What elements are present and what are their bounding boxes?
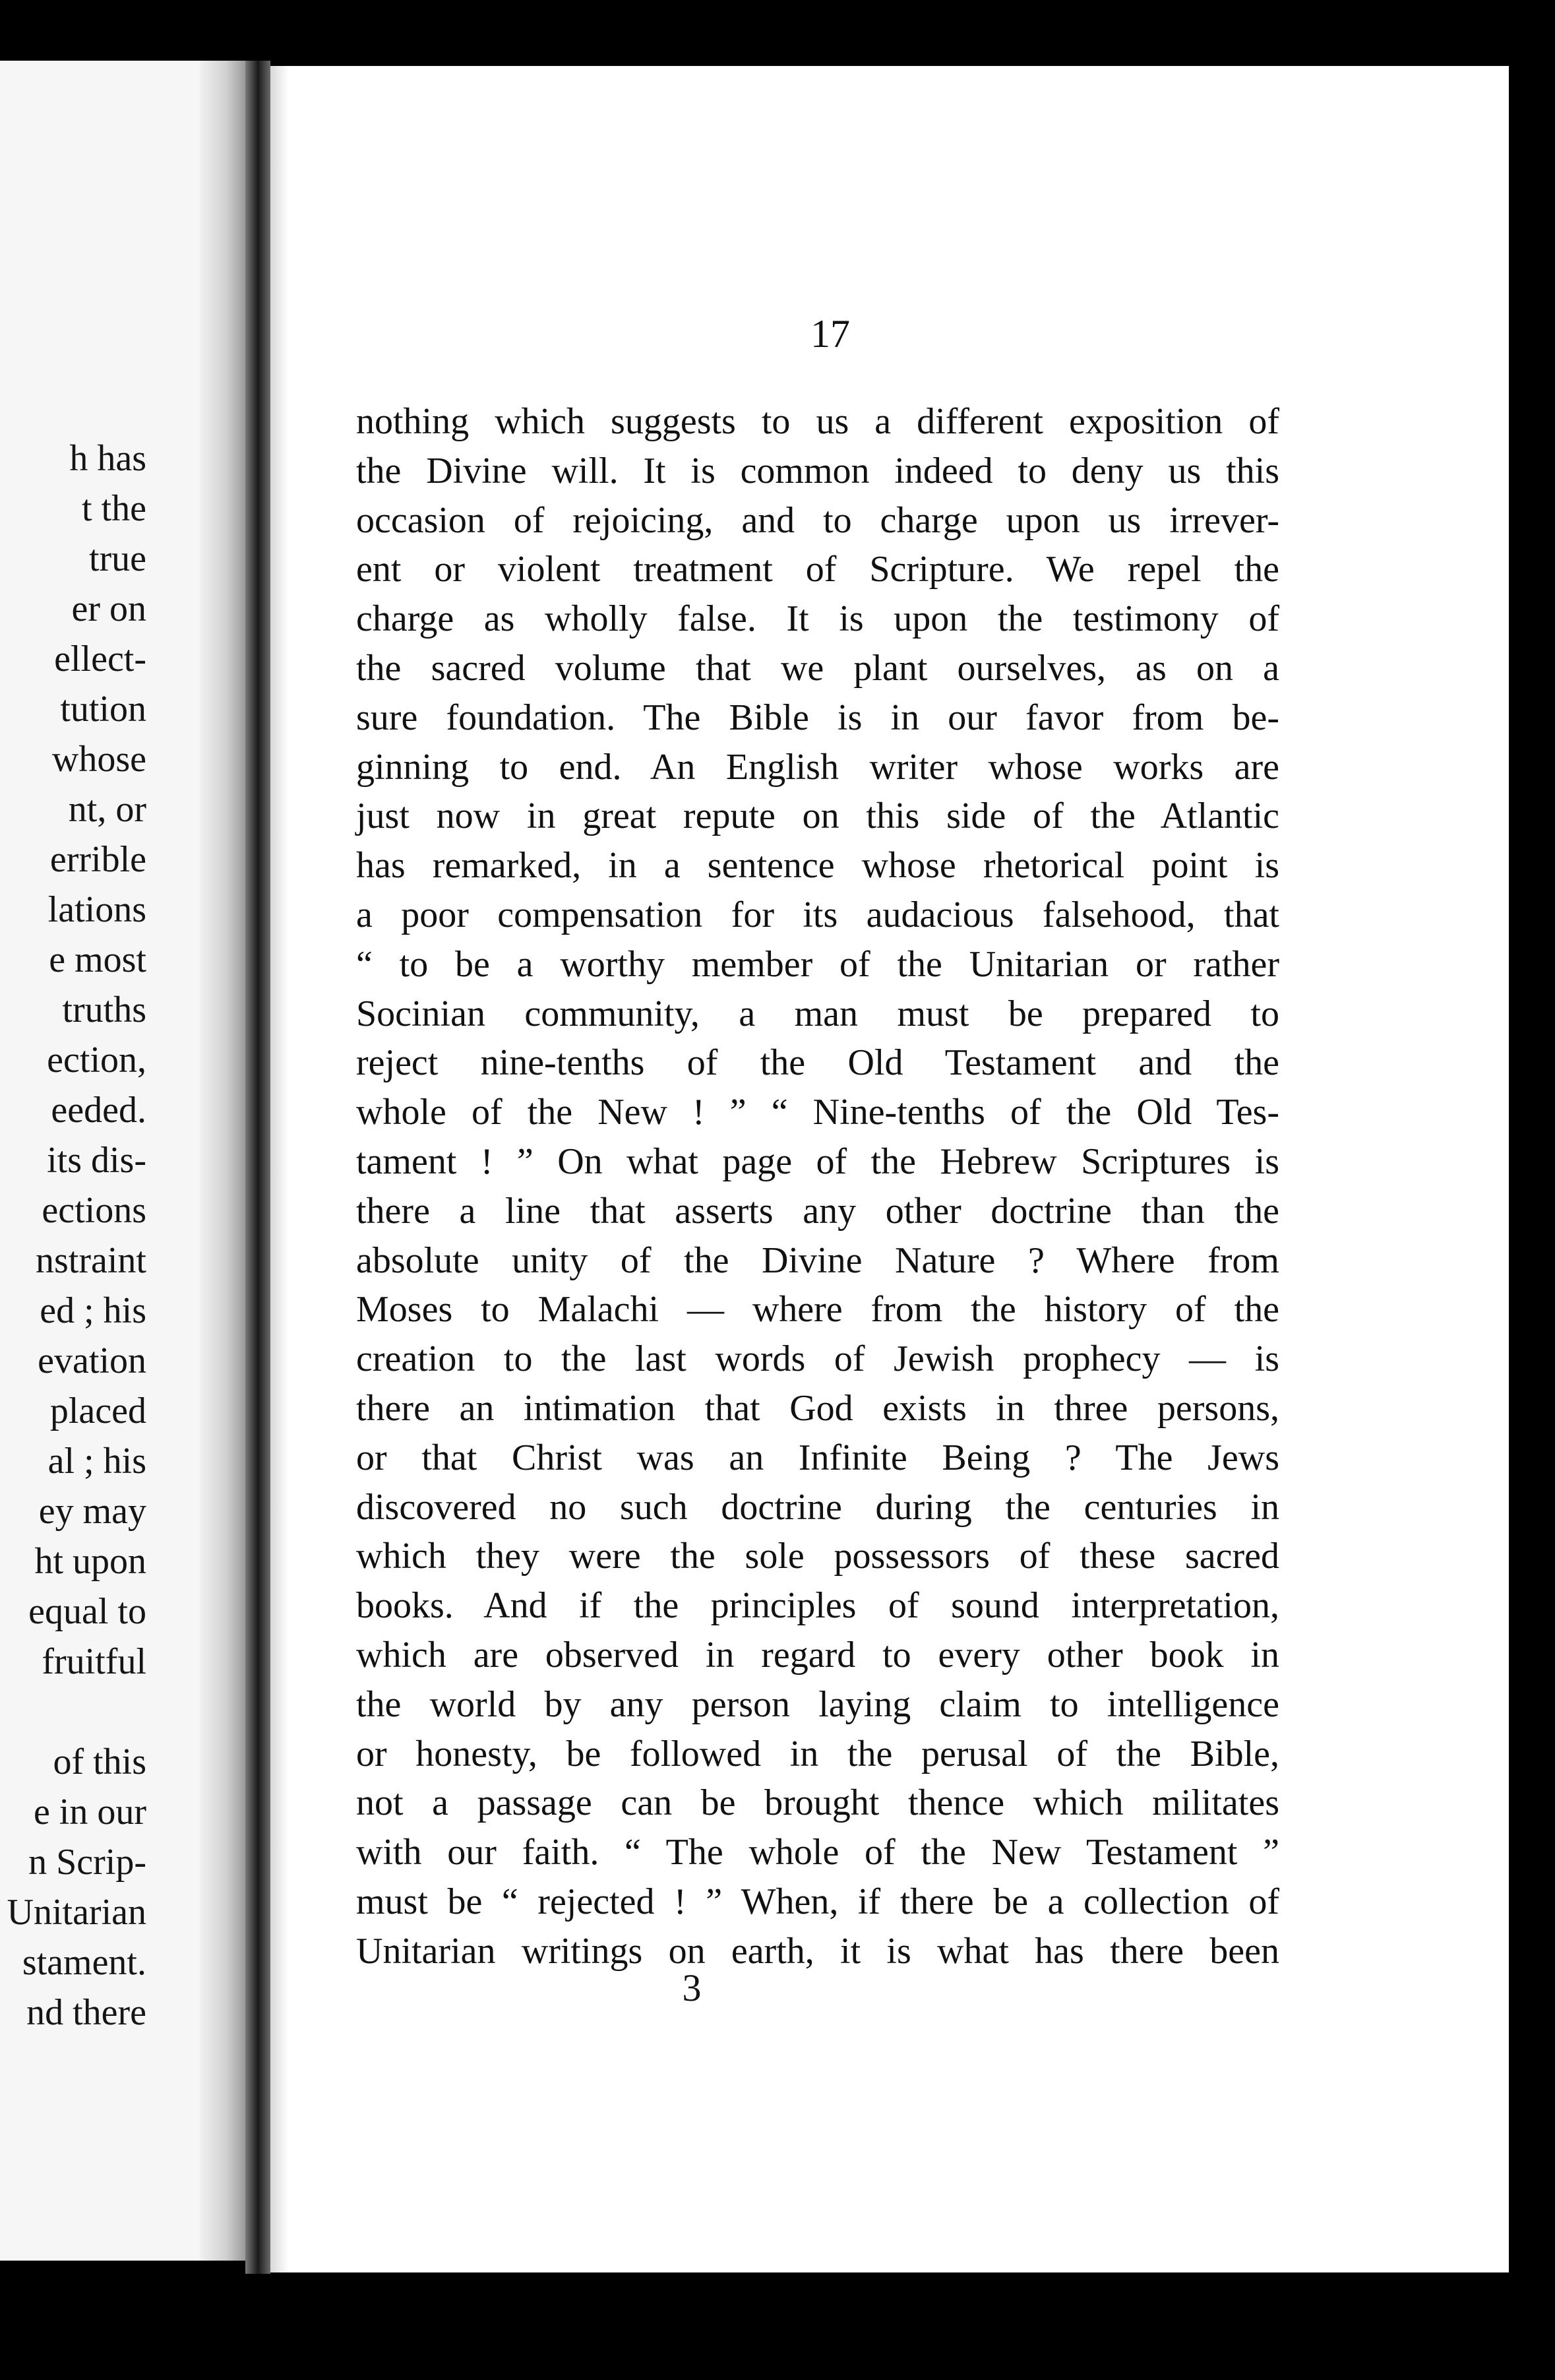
body-line: absolute unity of the Divine Nature ? Where from <box>356 1239 1279 1281</box>
body-line: ent or violent treatment of Scripture. We repel the <box>356 549 1279 590</box>
left-page-line: ed ; his <box>40 1290 146 1331</box>
body-line: occasion of rejoicing, and to charge upon us irrever- <box>356 499 1279 541</box>
right-page <box>270 66 1509 2272</box>
left-page-line: its dis- <box>47 1140 146 1181</box>
body-line: or honesty, be followed in the perusal of the Bible, <box>356 1733 1279 1774</box>
left-page-line: fruitful <box>42 1641 146 1682</box>
left-page-line: of this <box>53 1741 146 1782</box>
left-page-line: ellect- <box>54 639 146 679</box>
body-line: Socinian community, a man must be prepared to <box>356 993 1279 1034</box>
body-line: the sacred volume that we plant ourselves, as on a <box>356 647 1279 689</box>
left-page-line: nt, or <box>68 789 146 830</box>
left-page-line: errible <box>49 839 146 880</box>
body-line: reject nine-tenths of the Old Testament and the <box>356 1042 1279 1084</box>
left-page-line: stament. <box>22 1942 146 1983</box>
body-line: which are observed in regard to every other book in <box>356 1634 1279 1675</box>
left-page-line: true <box>88 538 146 579</box>
left-page-line: whose <box>51 739 146 780</box>
left-page-line: e in our <box>33 1792 146 1832</box>
body-line: Moses to Malachi — where from the history of the <box>356 1289 1279 1331</box>
left-page-line: lations <box>47 889 146 930</box>
body-line: books. And if the principles of sound interpretation, <box>356 1585 1279 1627</box>
left-page-line: ections <box>42 1190 146 1231</box>
body-line: ginning to end. An English writer whose works are <box>356 746 1279 788</box>
body-line: nothing which suggests to us a different exposition of <box>356 401 1279 442</box>
left-page-line: e most <box>49 939 146 980</box>
left-page-line: nd there <box>26 1992 146 2033</box>
left-page-line: equal to <box>28 1591 146 1632</box>
body-line: has remarked, in a sentence whose rhetorical point is <box>356 845 1279 887</box>
body-line: must be “ rejected ! ” When, if there be a collection of <box>356 1881 1279 1922</box>
left-page <box>0 61 245 2261</box>
signature-mark: 3 <box>682 1966 702 2009</box>
body-line: sure foundation. The Bible is in our favor from be- <box>356 697 1279 738</box>
left-page-line: ection, <box>47 1040 146 1080</box>
body-line: whole of the New ! ” “ Nine-tenths of the Old Tes- <box>356 1092 1279 1133</box>
body-line: or that Christ was an Infinite Being ? The Jews <box>356 1437 1279 1478</box>
body-line: the world by any person laying claim to intelligence <box>356 1683 1279 1725</box>
body-line: tament ! ” On what page of the Hebrew Scriptures is <box>356 1141 1279 1182</box>
left-page-line: ht upon <box>34 1541 146 1582</box>
left-page-line: nstraint <box>36 1240 146 1281</box>
left-page-text <box>0 433 146 2038</box>
left-page-line: h has <box>69 438 146 479</box>
body-line: creation to the last words of Jewish prophecy — is <box>356 1338 1279 1380</box>
body-line: there an intimation that God exists in three persons, <box>356 1387 1279 1429</box>
left-page-line: eeded. <box>51 1090 146 1131</box>
body-line: which they were the sole possessors of these sacred <box>356 1536 1279 1577</box>
left-page-line: placed <box>49 1391 146 1431</box>
left-page-line: n Scrip- <box>28 1842 146 1883</box>
left-page-line: tution <box>60 689 146 730</box>
body-text <box>356 397 1279 1976</box>
body-line: “ to be a worthy member of the Unitarian or rather <box>356 943 1279 985</box>
body-line: there a line that asserts any other doctrine than the <box>356 1190 1279 1232</box>
body-line: the Divine will. It is common indeed to deny us this <box>356 450 1279 491</box>
body-line: discovered no such doctrine during the centuries in <box>356 1486 1279 1528</box>
left-page-line: ey may <box>38 1491 146 1532</box>
left-page-line <box>0 1687 146 1737</box>
body-line: charge as wholly false. It is upon the testimony of <box>356 598 1279 640</box>
left-page-line: al ; his <box>47 1441 146 1482</box>
body-line: a poor compensation for its audacious falsehood, that <box>356 894 1279 935</box>
left-page-line: truths <box>62 989 146 1030</box>
body-line: not a passage can be brought thence which militates <box>356 1782 1279 1824</box>
left-page-line: t the <box>82 488 146 529</box>
left-page-line: evation <box>38 1340 146 1381</box>
left-page-line: Unitarian <box>7 1892 146 1933</box>
body-line: just now in great repute on this side of the Atlantic <box>356 796 1279 837</box>
left-page-line: er on <box>71 588 146 629</box>
body-line: with our faith. “ The whole of the New Testament ” <box>356 1832 1279 1873</box>
body-line: Unitarian writings on earth, it is what has there been <box>356 1930 1279 1972</box>
page-number: 17 <box>810 312 850 356</box>
book-gutter <box>245 61 270 2274</box>
